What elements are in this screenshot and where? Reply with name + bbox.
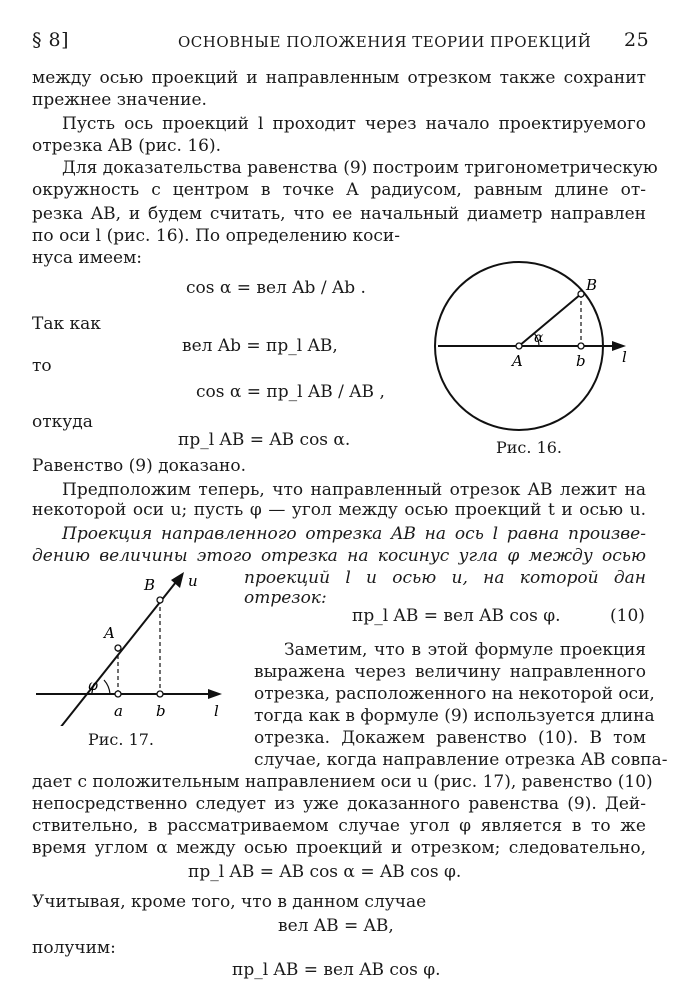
running-title: ОСНОВНЫЕ ПОЛОЖЕНИЯ ТЕОРИИ ПРОЕКЦИЙ — [178, 33, 592, 51]
label-u: u — [188, 572, 198, 590]
figure-17 — [30, 566, 240, 726]
point-B — [157, 597, 163, 603]
text-line: окружность с центром в точке A радиусом, равным длине от- — [32, 180, 646, 200]
text-line: нуса имеем: — [32, 248, 143, 268]
text-line: ствительно, в рассматриваемом случае угол φ является в то же — [32, 816, 646, 836]
text-line: тогда как в формуле (9) используется длина — [254, 706, 655, 726]
figure-16 — [430, 258, 660, 458]
theorem-line: дению величины этого отрезка на косинус угла φ между осью — [32, 546, 646, 566]
text-line: отрезка. Докажем равенство (10). В том — [254, 728, 646, 748]
equation-3: cos α = пр_l AB / AB , — [196, 382, 385, 402]
equation-6: пр_l AB = AB cos α = AB cos φ. — [188, 862, 462, 882]
text-line: Пусть ось проекций l проходит через начало проектируемого — [62, 114, 646, 134]
equation-1: cos α = вел Ab / Ab . — [186, 278, 366, 298]
label-B: B — [144, 576, 156, 594]
equation-5-number: (10) — [610, 606, 645, 626]
text-line: то — [32, 356, 52, 376]
point-b — [578, 343, 584, 349]
point-A — [516, 343, 522, 349]
text-line: по оси l (рис. 16). По определению коси- — [32, 226, 400, 246]
text-line: некоторой оси u; пусть φ — угол между осью проекций t и осью u. — [32, 500, 646, 520]
text-line: непосредственно следует из уже доказанного равенства (9). Дей- — [32, 794, 646, 814]
text-line: между осью проекций и направленным отрезком также сохранит — [32, 68, 646, 88]
point-a — [115, 691, 121, 697]
text-line: прежнее значение. — [32, 90, 207, 110]
text-line: отрезка, расположенного на некоторой оси, — [254, 684, 655, 704]
point-B — [578, 291, 584, 297]
axis-l-arrow — [208, 689, 222, 699]
text-line: Так как — [32, 314, 101, 334]
text-line: отрезка AB (рис. 16). — [32, 136, 222, 156]
label-b: b — [576, 352, 586, 370]
equation-5: пр_l AB = вел AB cos φ. — [352, 606, 561, 626]
theorem-line: Проекция направленного отрезка AB на ось l равна произве- — [62, 524, 646, 544]
angle-phi-arc — [104, 680, 110, 694]
label-A: A — [512, 352, 523, 370]
text-line: получим: — [32, 938, 116, 958]
label-A: A — [104, 624, 115, 642]
point-A — [115, 645, 121, 651]
theorem-line: проекций l и осью u, на которой дан — [244, 568, 646, 588]
label-alpha: α — [534, 330, 544, 346]
segment-AB — [519, 294, 581, 346]
label-l: l — [214, 702, 219, 720]
section-mark: § 8] — [32, 29, 70, 51]
equation-2: вел Ab = пр_l AB, — [182, 336, 338, 356]
text-line: выражена через величину направленного — [254, 662, 646, 682]
label-a: a — [114, 702, 123, 720]
point-b — [157, 691, 163, 697]
equation-7: вел AB = AB, — [278, 916, 394, 936]
page-number: 25 — [624, 29, 650, 51]
text-line: случае, когда направление отрезка AB совпа- — [254, 750, 668, 770]
text-line: Заметим, что в этой формуле проекция — [284, 640, 646, 660]
text-line: Предположим теперь, что направленный отрезок AB лежит на — [62, 480, 646, 500]
figure-17-caption: Рис. 17. — [88, 730, 155, 749]
text-line: откуда — [32, 412, 93, 432]
label-l: l — [622, 348, 627, 366]
text-line: дает с положительным направлением оси u (рис. 17), равенство (10) — [32, 772, 653, 792]
text-line: Для доказательства равенства (9) построим тригонометрическую — [62, 158, 658, 178]
text-line: Равенство (9) доказано. — [32, 456, 246, 476]
text-line: Учитывая, кроме того, что в данном случае — [32, 892, 427, 912]
theorem-line: отрезок: — [244, 588, 327, 608]
label-b: b — [156, 702, 166, 720]
text-line: резка AB, и будем считать, что ее начальный диаметр направлен — [32, 204, 646, 224]
label-phi: φ — [88, 678, 98, 694]
figure-16-caption: Рис. 16. — [496, 438, 563, 457]
text-line: время углом α между осью проекций и отрезком; следовательно, — [32, 838, 646, 858]
equation-8: пр_l AB = вел AB cos φ. — [232, 960, 441, 980]
equation-4: пр_l AB = AB cos α. — [178, 430, 351, 450]
label-B: B — [586, 276, 598, 294]
